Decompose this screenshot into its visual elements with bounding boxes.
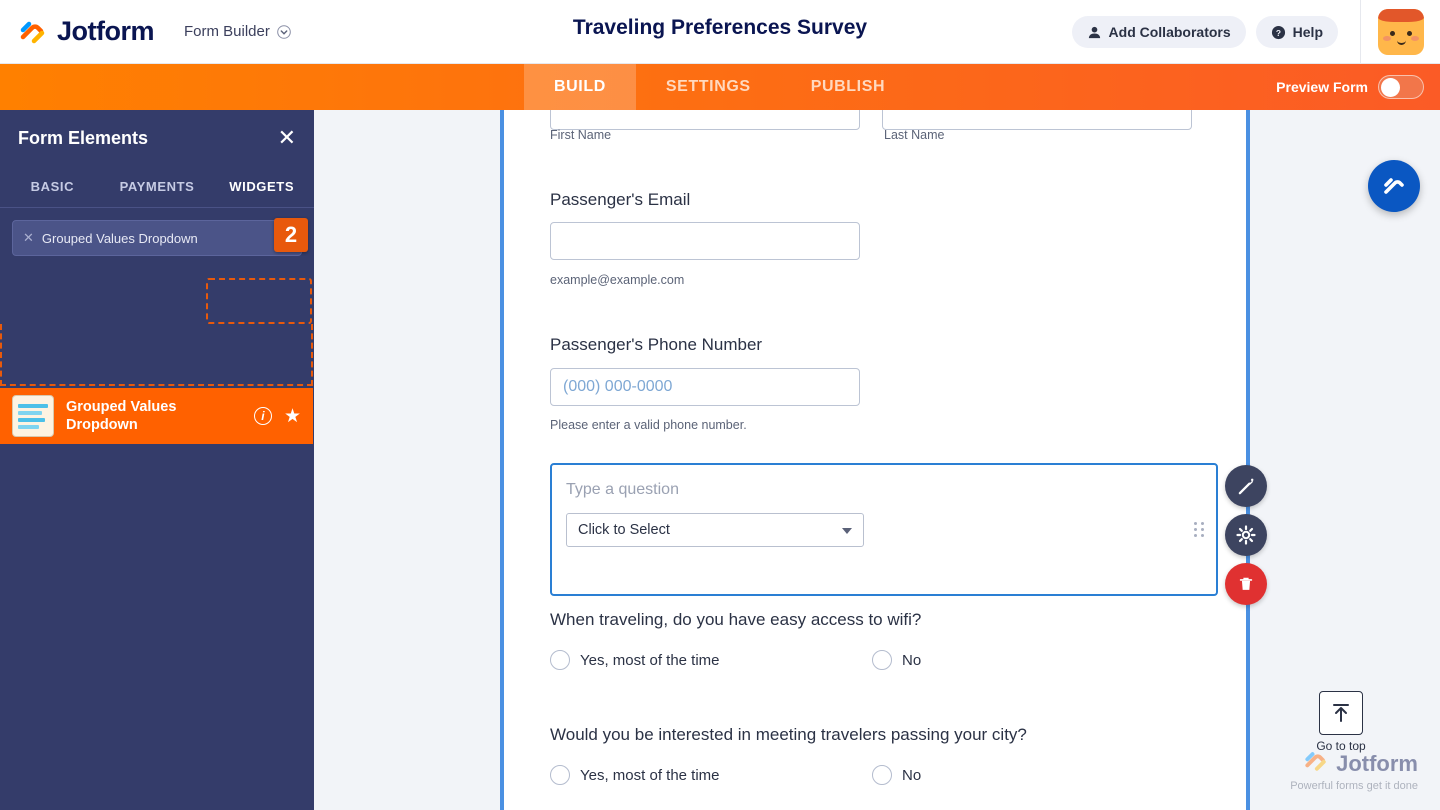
preview-form-control xyxy=(1276,64,1424,110)
add-collaborators-label: Add Collaborators xyxy=(1108,24,1231,40)
form-elements-header xyxy=(0,110,314,166)
form-elements-title: Form Elements xyxy=(18,127,149,148)
person-icon xyxy=(1087,25,1102,40)
avatar-eye-right xyxy=(1407,31,1412,36)
email-field-label: Passenger's Email xyxy=(550,190,691,209)
chevron-down-icon xyxy=(276,24,292,40)
svg-text:?: ? xyxy=(1275,27,1281,38)
jotform-logo-icon xyxy=(18,17,48,47)
tab-widgets[interactable] xyxy=(209,166,314,208)
assistant-icon[interactable] xyxy=(1368,160,1420,212)
search-input-value: Grouped Values Dropdown xyxy=(41,230,198,246)
step-badge: 2 xyxy=(274,218,308,252)
widgets-tab-highlight xyxy=(206,278,312,324)
close-icon[interactable]: ✕ xyxy=(277,125,296,150)
email-hint: example@example.com xyxy=(550,273,685,287)
top-bar-actions xyxy=(1072,0,1440,64)
main-nav xyxy=(0,64,1440,110)
email-field[interactable] xyxy=(550,222,860,260)
grouped-values-select-value: Click to Select xyxy=(578,522,670,538)
drag-handle-icon[interactable] xyxy=(1194,522,1204,536)
form-elements-tabs xyxy=(0,166,314,208)
top-bar xyxy=(0,0,1440,64)
form-canvas xyxy=(314,110,1440,810)
tab-publish[interactable] xyxy=(781,64,915,110)
last-name-sublabel: Last Name xyxy=(884,128,945,142)
grouped-values-select[interactable] xyxy=(566,513,864,547)
radio-icon xyxy=(550,765,570,785)
widget-actions xyxy=(254,405,301,428)
avatar[interactable] xyxy=(1360,0,1440,64)
tab-widgets-label: WIDGETS xyxy=(229,179,295,194)
user-avatar xyxy=(1378,9,1424,55)
tab-basic[interactable] xyxy=(0,166,105,208)
caret-down-icon xyxy=(842,528,852,534)
form-builder-label: Form Builder xyxy=(184,23,270,40)
tab-payments-label: PAYMENTS xyxy=(119,179,195,194)
page-title: Traveling Preferences Survey xyxy=(572,16,868,39)
arrow-up-icon xyxy=(1319,691,1363,735)
wifi-option-yes[interactable] xyxy=(550,650,720,670)
first-name-sublabel: First Name xyxy=(550,128,612,142)
tab-settings[interactable] xyxy=(636,64,781,110)
radio-icon xyxy=(872,765,892,785)
avatar-hair xyxy=(1378,9,1424,22)
radio-icon xyxy=(550,650,570,670)
first-name-input[interactable] xyxy=(550,110,860,130)
wand-icon[interactable] xyxy=(1225,465,1267,507)
search-highlight xyxy=(0,324,313,386)
help-label: Help xyxy=(1292,24,1323,40)
avatar-eye-left xyxy=(1390,31,1395,36)
form-sheet xyxy=(500,110,1250,810)
tab-settings-label: SETTINGS xyxy=(665,78,751,95)
toggle-knob xyxy=(1381,78,1400,97)
travelers-option-yes-label: Yes, most of the time xyxy=(580,766,720,784)
phone-field-label: Passenger's Phone Number xyxy=(550,335,763,354)
wifi-option-yes-label: Yes, most of the time xyxy=(580,651,720,669)
star-icon[interactable]: ★ xyxy=(283,405,301,427)
logo[interactable] xyxy=(18,16,154,47)
radio-icon xyxy=(872,650,892,670)
widget-action-buttons xyxy=(1225,465,1267,612)
tab-publish-label: PUBLISH xyxy=(810,78,886,95)
tab-basic-label: BASIC xyxy=(30,179,75,194)
tab-build-label: BUILD xyxy=(554,78,606,95)
watermark-tagline: Powerful forms get it done xyxy=(1290,780,1418,792)
wifi-option-no[interactable] xyxy=(872,650,921,670)
trash-icon[interactable] xyxy=(1225,563,1267,605)
wifi-question-label: When traveling, do you have easy access to wifi? xyxy=(550,610,922,629)
list-widget-icon xyxy=(12,395,54,437)
travelers-question-label: Would you be interested in meeting travelers passing your city? xyxy=(550,725,1027,744)
travelers-option-yes[interactable] xyxy=(550,765,720,785)
phone-field[interactable] xyxy=(550,368,860,406)
jotform-watermark xyxy=(1290,748,1418,792)
avatar-mouth xyxy=(1397,40,1406,45)
nav-spacer xyxy=(0,64,524,110)
search-input[interactable] xyxy=(12,220,302,256)
preview-form-label: Preview Form xyxy=(1276,79,1368,95)
phone-placeholder: (000) 000-0000 xyxy=(550,368,860,406)
travelers-option-no[interactable] xyxy=(872,765,921,785)
watermark-brand: Jotform xyxy=(1336,750,1418,776)
avatar-blush-right xyxy=(1411,36,1419,41)
go-to-top-label: Go to top xyxy=(1316,739,1366,753)
close-small-icon[interactable]: ✕ xyxy=(23,230,34,245)
widget-name: Grouped Values Dropdown xyxy=(66,398,177,433)
info-icon[interactable]: i xyxy=(254,407,272,425)
tab-build[interactable] xyxy=(524,64,636,110)
go-to-top-button[interactable] xyxy=(1285,691,1397,753)
form-elements-panel xyxy=(0,110,314,810)
tab-payments[interactable] xyxy=(105,166,210,208)
help-button[interactable] xyxy=(1256,16,1338,48)
phone-hint: Please enter a valid phone number. xyxy=(550,418,747,432)
jotform-logo-icon xyxy=(1303,748,1329,779)
brand-name: Jotform xyxy=(57,16,154,46)
add-collaborators-button[interactable] xyxy=(1072,16,1246,48)
avatar-blush-left xyxy=(1383,36,1391,41)
travelers-option-no-label: No xyxy=(902,766,922,784)
wifi-option-no-label: No xyxy=(902,651,922,669)
gear-icon[interactable] xyxy=(1225,514,1267,556)
question-circle-icon xyxy=(1271,25,1286,40)
grouped-values-dropdown-widget[interactable] xyxy=(550,463,1218,596)
preview-form-toggle[interactable] xyxy=(1378,75,1424,99)
last-name-input[interactable] xyxy=(882,110,1192,130)
list-item[interactable] xyxy=(0,388,313,444)
question-title-input[interactable]: Type a question xyxy=(566,481,679,498)
form-builder-selector[interactable] xyxy=(184,23,292,40)
